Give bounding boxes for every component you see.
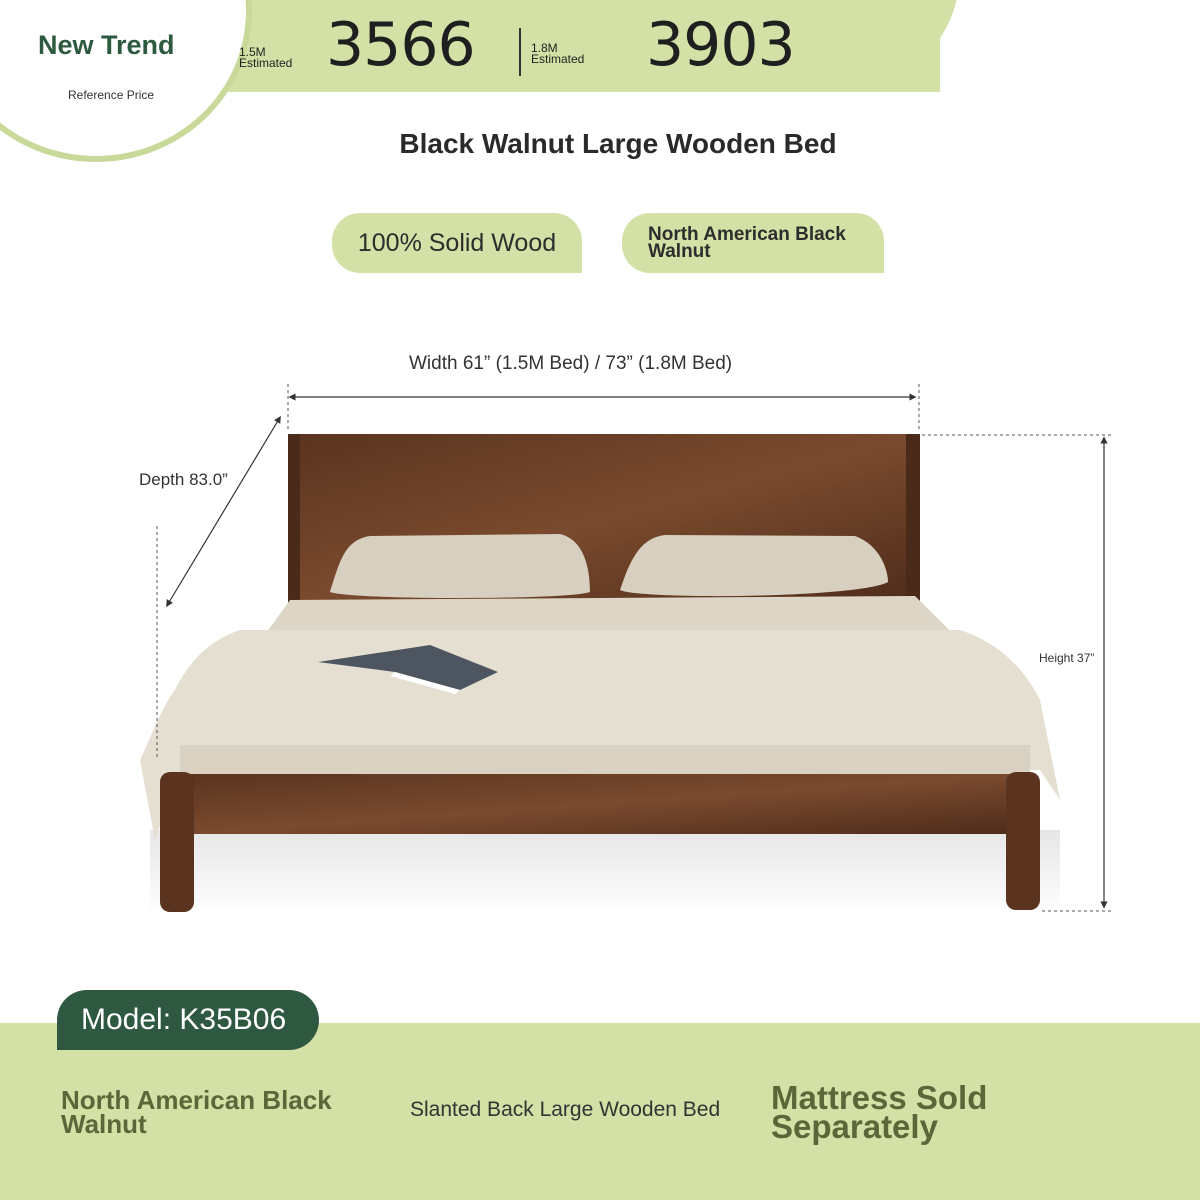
depth-arrow	[168, 419, 279, 604]
feature-style: Slanted Back Large Wooden Bed	[410, 1098, 721, 1121]
model-label: Model: K35B06	[81, 1003, 287, 1036]
pillow-right	[620, 535, 888, 596]
mattress-edge	[180, 745, 1030, 775]
product-title: Black Walnut Large Wooden Bed	[399, 128, 837, 159]
headboard-post-right	[906, 434, 920, 604]
pillow-left	[330, 534, 590, 598]
feature-material: North American Black Walnut	[61, 1085, 332, 1139]
feature-mattress: Mattress Sold Separately	[771, 1079, 988, 1145]
headboard-post-left	[288, 434, 300, 604]
footboard-rail	[190, 774, 1020, 834]
depth-label: Depth 83.0”	[139, 470, 228, 489]
tag-black-walnut-label: North American Black Walnut	[648, 224, 846, 262]
price-18-estimated: Estimated	[531, 52, 585, 66]
price-18-value: 3903	[646, 10, 795, 80]
floor-shadow	[150, 830, 1060, 915]
width-label: Width 61” (1.5M Bed) / 73” (1.8M Bed)	[409, 353, 733, 374]
brand-name: New Trend	[38, 30, 175, 60]
price-15-estimated: Estimated	[239, 56, 293, 70]
price-18-size: 1.8M	[531, 41, 558, 55]
tag-solid-wood-label: 100% Solid Wood	[357, 228, 557, 257]
leg-front-right	[1006, 772, 1040, 910]
height-label: Height 37”	[1039, 651, 1095, 665]
price-15-size: 1.5M	[239, 45, 266, 59]
price-15-value: 3566	[326, 10, 475, 80]
reference-price-label: Reference Price	[68, 88, 155, 102]
leg-front-left	[160, 772, 194, 912]
model-badge	[57, 990, 319, 1050]
